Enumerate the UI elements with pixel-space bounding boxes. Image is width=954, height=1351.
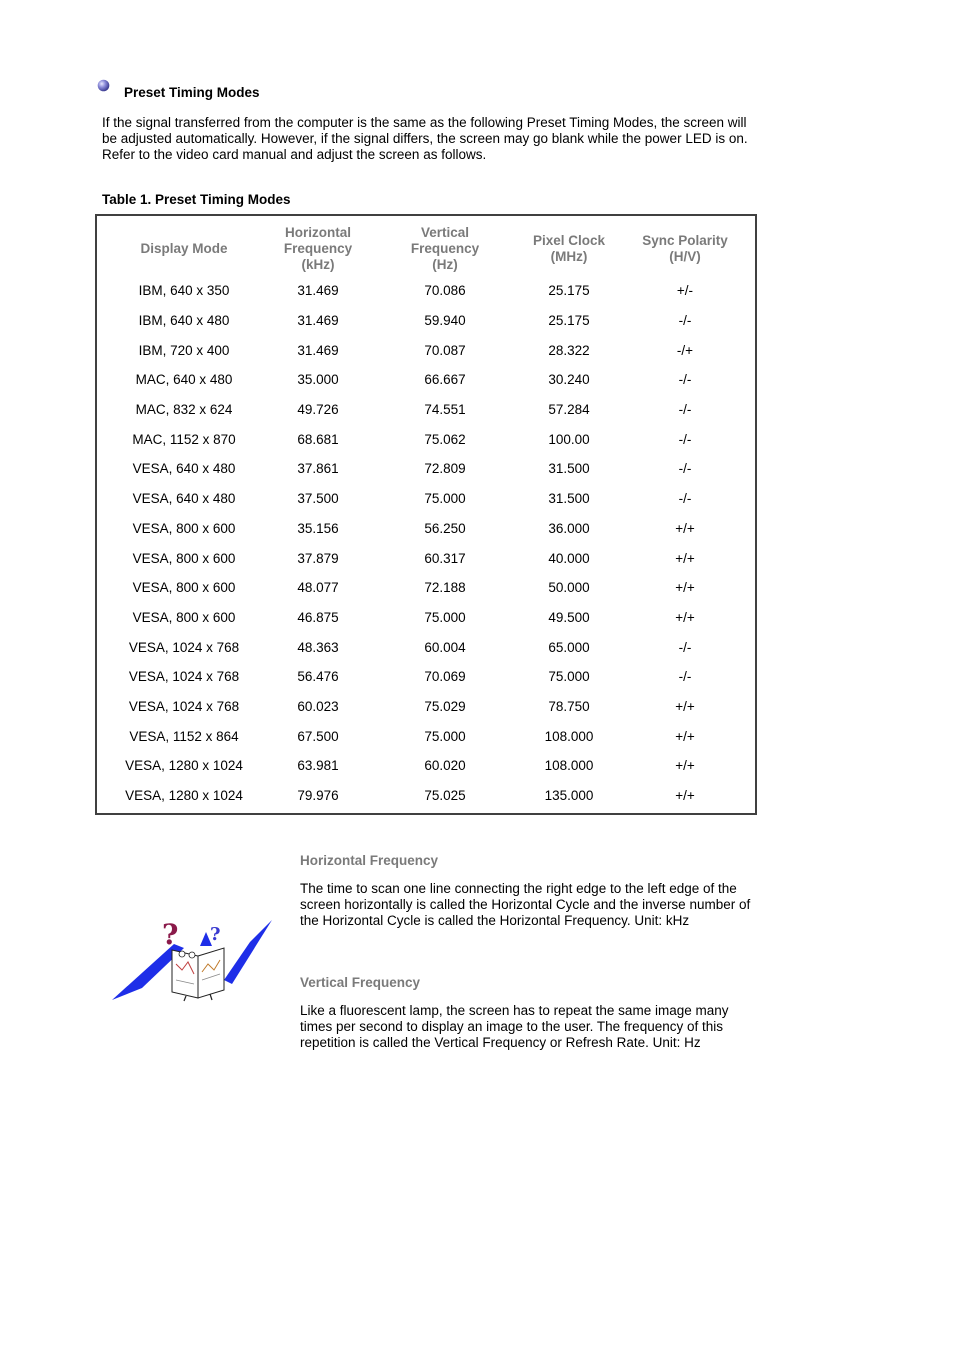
table-row xyxy=(109,692,745,722)
table-cell: 68.681 xyxy=(297,431,339,447)
section-title: Preset Timing Modes xyxy=(124,85,260,100)
mascot-eye-left xyxy=(179,951,185,957)
table-cell: 100.00 xyxy=(548,431,590,447)
table-cell: 40.000 xyxy=(548,550,590,566)
table-cell: -/- xyxy=(678,669,692,685)
table-cell: 74.551 xyxy=(424,402,466,418)
table-cell: 56.476 xyxy=(297,669,339,685)
table-cell: 72.809 xyxy=(424,461,466,477)
table-cell: 57.284 xyxy=(548,402,590,418)
table-cell: 60.004 xyxy=(424,639,466,655)
table-cell: 35.000 xyxy=(297,372,339,388)
table-cell: 70.087 xyxy=(424,342,466,358)
timing-table-frame xyxy=(95,214,757,815)
column-header-line: Display Mode xyxy=(140,241,228,256)
table-cell: 31.500 xyxy=(548,491,590,507)
table-cell: 31.469 xyxy=(297,283,339,299)
table-cell: VESA, 800 x 600 xyxy=(132,550,236,566)
table-cell: VESA, 800 x 600 xyxy=(132,580,236,596)
illustration-wedge-right xyxy=(224,920,272,984)
table-row xyxy=(109,454,745,484)
table-row xyxy=(109,395,745,425)
table-cell: MAC, 832 x 624 xyxy=(135,402,233,418)
table-cell: 60.020 xyxy=(424,758,466,774)
table-cell: 75.000 xyxy=(424,728,466,744)
table-cell: VESA, 640 x 480 xyxy=(132,461,236,477)
table-cell: 135.000 xyxy=(544,788,594,804)
table-row xyxy=(109,543,745,573)
table-cell: 75.000 xyxy=(548,669,590,685)
table-cell: 35.156 xyxy=(297,520,339,536)
table-cell: +/+ xyxy=(675,758,695,774)
table-cell: -/- xyxy=(678,461,692,477)
column-header xyxy=(625,222,745,276)
table-caption: Table 1. Preset Timing Modes xyxy=(102,192,291,207)
table-row xyxy=(109,514,745,544)
table-row xyxy=(109,662,745,692)
intro-paragraph: If the signal transferred from the computer is the same as the following Preset Timing Modes, the screen will be adjusted automatically. However, if the signal differs, the screen may go blank while the power LED is on. Refer to the video card manual and adjust the screen as follows. xyxy=(102,115,748,162)
table-body xyxy=(109,276,745,810)
table-cell: 75.062 xyxy=(424,431,466,447)
table-cell: -/- xyxy=(678,372,692,388)
table-row xyxy=(109,484,745,514)
table-cell: 31.500 xyxy=(548,461,590,477)
table-cell: 75.000 xyxy=(424,609,466,625)
table-cell: 48.077 xyxy=(297,580,339,596)
table-cell: 75.000 xyxy=(424,491,466,507)
table-cell: MAC, 640 x 480 xyxy=(135,372,233,388)
table-cell: 28.322 xyxy=(548,342,590,358)
table-cell: MAC, 1152 x 870 xyxy=(132,431,236,447)
table-cell: IBM, 720 x 400 xyxy=(138,342,230,358)
column-header-line: Sync Polarity xyxy=(642,233,728,248)
question-mark-icon: ? xyxy=(162,918,179,951)
question-mark-small-icon: ? xyxy=(210,924,221,945)
table-cell: 37.500 xyxy=(297,491,339,507)
table-row xyxy=(109,306,745,336)
table-cell: 31.469 xyxy=(297,342,339,358)
table-cell: 30.240 xyxy=(548,372,590,388)
table-cell: 59.940 xyxy=(424,313,466,329)
table-row xyxy=(109,603,745,633)
table-cell: 66.667 xyxy=(424,372,466,388)
column-header xyxy=(513,222,625,276)
table-cell: +/+ xyxy=(675,788,695,804)
table-cell: 56.250 xyxy=(424,520,466,536)
column-header-line: Frequency xyxy=(283,241,353,256)
table-row xyxy=(109,335,745,365)
table-cell: -/- xyxy=(678,402,692,418)
table-cell: +/+ xyxy=(675,520,695,536)
table-cell: VESA, 640 x 480 xyxy=(132,491,236,507)
column-header-line: (H/V) xyxy=(669,249,701,264)
table-cell: +/- xyxy=(676,283,694,299)
table-cell: 108.000 xyxy=(544,728,594,744)
table-cell: +/+ xyxy=(675,728,695,744)
horizontal-frequency-text: The time to scan one line connecting the right edge to the left edge of the screen horizontally is called the Horizontal Cycle and the inverse number of the Horizontal Cycle is called the Horizontal Frequency. Unit: kHz xyxy=(300,881,751,928)
column-header-line: Pixel Clock xyxy=(532,233,606,248)
table-row xyxy=(109,573,745,603)
table-cell: VESA, 1280 x 1024 xyxy=(125,788,243,804)
column-header-line: Horizontal xyxy=(285,225,351,240)
table-cell: +/+ xyxy=(675,550,695,566)
table-cell: 75.025 xyxy=(424,788,466,804)
table-cell: VESA, 1152 x 864 xyxy=(129,728,239,744)
table-cell: 60.023 xyxy=(297,698,339,714)
table-cell: VESA, 800 x 600 xyxy=(132,520,236,536)
table-row xyxy=(109,365,745,395)
table-cell: -/+ xyxy=(676,342,694,358)
table-cell: 67.500 xyxy=(297,728,339,744)
table-row xyxy=(109,632,745,662)
table-row xyxy=(109,751,745,781)
table-cell: VESA, 800 x 600 xyxy=(132,609,236,625)
table-cell: 50.000 xyxy=(548,580,590,596)
table-cell: 49.726 xyxy=(297,402,339,418)
timing-table xyxy=(109,222,745,810)
table-cell: 79.976 xyxy=(297,788,339,804)
column-header-line: (MHz) xyxy=(550,249,588,264)
bullet-icon xyxy=(97,79,110,92)
table-cell: 36.000 xyxy=(548,520,590,536)
table-cell: -/- xyxy=(678,491,692,507)
table-cell: 31.469 xyxy=(297,313,339,329)
table-cell: 25.175 xyxy=(548,313,590,329)
table-cell: -/- xyxy=(678,639,692,655)
table-cell: IBM, 640 x 480 xyxy=(138,313,230,329)
table-row xyxy=(109,424,745,454)
table-cell: 70.069 xyxy=(424,669,466,685)
vertical-frequency-text: Like a fluorescent lamp, the screen has to repeat the same image many times per second to display an image to the user. The frequency of this repetition is called the Vertical Frequency or Refresh Rate. Unit: Hz xyxy=(300,1003,729,1050)
table-cell: VESA, 1024 x 768 xyxy=(128,639,240,655)
table-cell: 37.861 xyxy=(297,461,339,477)
table-cell: 63.981 xyxy=(297,758,339,774)
table-cell: +/+ xyxy=(675,609,695,625)
table-cell: +/+ xyxy=(675,698,695,714)
column-header xyxy=(259,222,377,276)
table-cell: -/- xyxy=(678,431,692,447)
table-cell: -/- xyxy=(678,313,692,329)
table-cell: VESA, 1280 x 1024 xyxy=(125,758,243,774)
table-cell: 46.875 xyxy=(297,609,339,625)
column-header-line: Frequency xyxy=(410,241,480,256)
table-cell: +/+ xyxy=(675,580,695,596)
table-header-row xyxy=(109,222,745,276)
column-header xyxy=(109,222,259,276)
monitor-mascot-illustration xyxy=(112,918,274,1002)
column-header-line: Vertical xyxy=(420,225,470,240)
table-row xyxy=(109,781,745,811)
column-header xyxy=(377,222,513,276)
mascot-eye-right xyxy=(189,952,195,958)
table-cell: 108.000 xyxy=(544,758,594,774)
table-cell: 75.029 xyxy=(424,698,466,714)
vertical-frequency-title: Vertical Frequency xyxy=(300,975,421,990)
table-cell: 48.363 xyxy=(297,639,339,655)
table-cell: 72.188 xyxy=(424,580,466,596)
table-cell: IBM, 640 x 350 xyxy=(138,283,230,299)
table-row xyxy=(109,721,745,751)
table-cell: 70.086 xyxy=(424,283,466,299)
horizontal-frequency-title: Horizontal Frequency xyxy=(300,853,439,868)
table-cell: 78.750 xyxy=(548,698,590,714)
table-cell: VESA, 1024 x 768 xyxy=(128,698,240,714)
column-header-line: (Hz) xyxy=(432,257,458,272)
table-row xyxy=(109,276,745,306)
table-cell: 65.000 xyxy=(548,639,590,655)
column-header-line: (kHz) xyxy=(301,257,335,272)
table-cell: 37.879 xyxy=(297,550,339,566)
table-cell: VESA, 1024 x 768 xyxy=(128,669,240,685)
table-cell: 49.500 xyxy=(548,609,590,625)
table-cell: 25.175 xyxy=(548,283,590,299)
table-cell: 60.317 xyxy=(424,550,466,566)
